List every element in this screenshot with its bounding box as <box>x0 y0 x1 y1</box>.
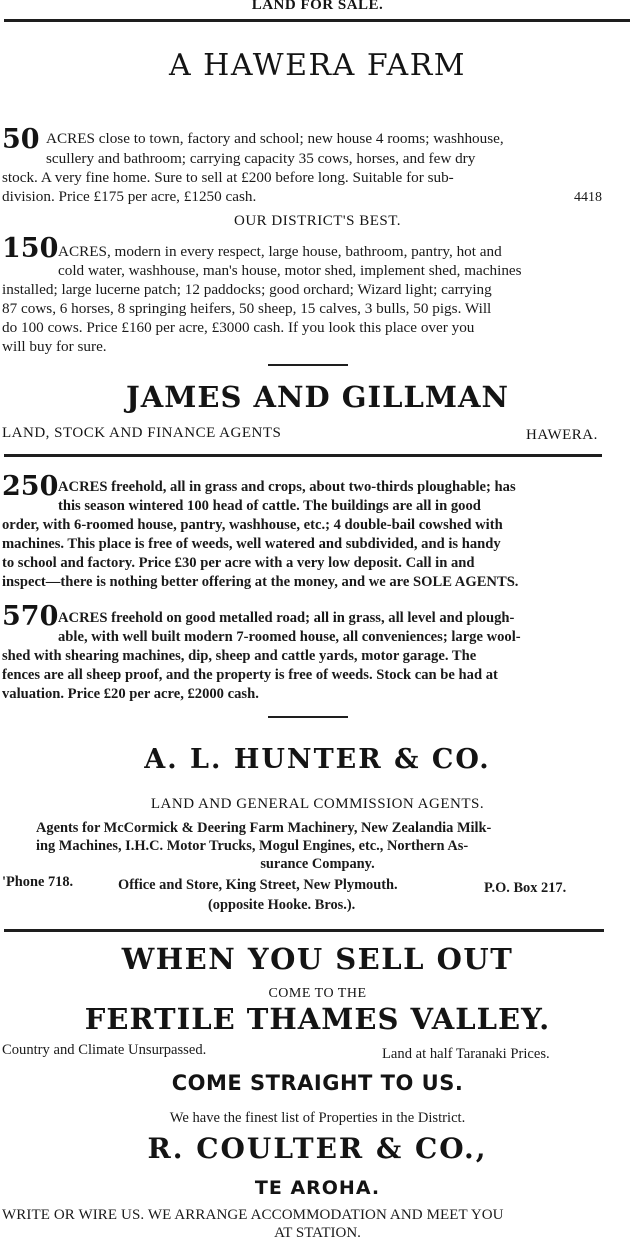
listing-text: cold water, washhouse, man's house, motor shed, implement shed, machines <box>58 262 522 279</box>
location-headline: FERTILE THAMES VALLEY. <box>84 1002 551 1036</box>
listing-text: this season wintered 100 head of cattle. The buildings are all in good <box>58 498 481 514</box>
listing-text: machines. This place is free of weeds, well watered and subdivided, and is handy <box>2 536 501 552</box>
office-address: Office and Store, King Street, New Plymouth. <box>118 877 398 893</box>
agent-name: R. COULTER & CO., <box>147 1132 488 1165</box>
agent-town: HAWERA. <box>526 427 598 443</box>
short-divider <box>268 716 348 718</box>
short-divider <box>268 364 348 366</box>
phone-number: 'Phone 718. <box>2 874 74 890</box>
listing-text: fences are all sheep proof, and the property is free of weeds. Stock can be had at <box>2 667 498 683</box>
agent-description: LAND, STOCK AND FINANCE AGENTS <box>2 425 282 441</box>
listing-text: 87 cows, 6 horses, 8 springing heifers, 50 sheep, 15 calves, 3 bulls, 50 pigs. Will <box>2 300 492 317</box>
acreage-number: 50 <box>2 124 40 155</box>
subheading: COME TO THE <box>268 986 367 1001</box>
address-note: (opposite Hooke. Bros.). <box>208 897 356 913</box>
agent-town: TE AROHA. <box>254 1177 381 1199</box>
call-to-action: COME STRAIGHT TO US. <box>171 1071 464 1095</box>
ad-headline: WHEN YOU SELL OUT <box>121 942 514 976</box>
list-note: We have the finest list of Properties in the District. <box>169 1110 466 1126</box>
divider <box>4 454 602 457</box>
agent-name: JAMES AND GILLMAN <box>126 380 509 414</box>
footer-text: WRITE OR WIRE US. WE ARRANGE ACCOMMODATION AND MEET YOU <box>2 1207 504 1223</box>
listing-text: ACRES, modern in every respect, large house, bathroom, pantry, hot and <box>58 243 502 260</box>
listing-text: shed with shearing machines, dip, sheep and cattle yards, motor garage. The <box>2 648 477 664</box>
listing-text: scullery and bathroom; carrying capacity 35 cows, horses, and few dry <box>46 150 476 167</box>
ad-reference: 4418 <box>574 190 602 205</box>
footer-text: AT STATION. <box>274 1225 361 1241</box>
listing-text: installed; large lucerne patch; 12 paddocks; good orchard; Wizard light; carrying <box>2 281 492 298</box>
listing-text: ACRES freehold on good metalled road; all in grass, all level and plough- <box>58 610 515 626</box>
acreage-number: 150 <box>2 233 59 264</box>
note-left: Country and Climate Unsurpassed. <box>2 1042 207 1058</box>
po-box: P.O. Box 217. <box>484 880 567 896</box>
note-right: Land at half Taranaki Prices. <box>382 1046 550 1062</box>
subheading: OUR DISTRICT'S BEST. <box>233 213 402 229</box>
ad-headline: A HAWERA FARM <box>168 48 466 83</box>
listing-text: able, with well built modern 7-roomed house, all conveniences; large wool- <box>58 629 521 645</box>
listing-text: ACRES close to town, factory and school; new house 4 rooms; washhouse, <box>46 130 504 147</box>
acreage-number: 250 <box>2 471 59 502</box>
listing-text: division. Price £175 per acre, £1250 cash. <box>2 188 257 205</box>
agency-text: ing Machines, I.H.C. Motor Trucks, Mogul Engines, etc., Northern As- <box>36 838 469 854</box>
agent-name: A. L. HUNTER & CO. <box>144 744 491 775</box>
divider <box>4 19 630 22</box>
listing-text: order, with 6-roomed house, pantry, washhouse, etc.; 4 double-bail cowshed with <box>2 517 503 533</box>
listing-text: stock. A very fine home. Sure to sell at £200 before long. Suitable for sub- <box>2 169 454 186</box>
listing-text: inspect—there is nothing better offering at the money, and we are SOLE AGENTS. <box>2 574 519 590</box>
section-title: LAND FOR SALE. <box>251 0 384 13</box>
listing-text: will buy for sure. <box>2 338 107 355</box>
divider <box>4 929 604 932</box>
listing-text: valuation. Price £20 per acre, £2000 cash. <box>2 686 259 702</box>
agency-text: surance Company. <box>260 856 375 872</box>
listing-text: ACRES freehold, all in grass and crops, about two-thirds ploughable; has <box>58 479 516 495</box>
agency-text: Agents for McCormick & Deering Farm Machinery, New Zealandia Milk- <box>36 820 492 836</box>
acreage-number: 570 <box>2 601 59 632</box>
listing-text: to school and factory. Price £30 per acre with a very low deposit. Call in and <box>2 555 475 571</box>
listing-text: do 100 cows. Price £160 per acre, £3000 cash. If you look this place over you <box>2 319 475 336</box>
agent-description: LAND AND GENERAL COMMISSION AGENTS. <box>150 796 485 812</box>
